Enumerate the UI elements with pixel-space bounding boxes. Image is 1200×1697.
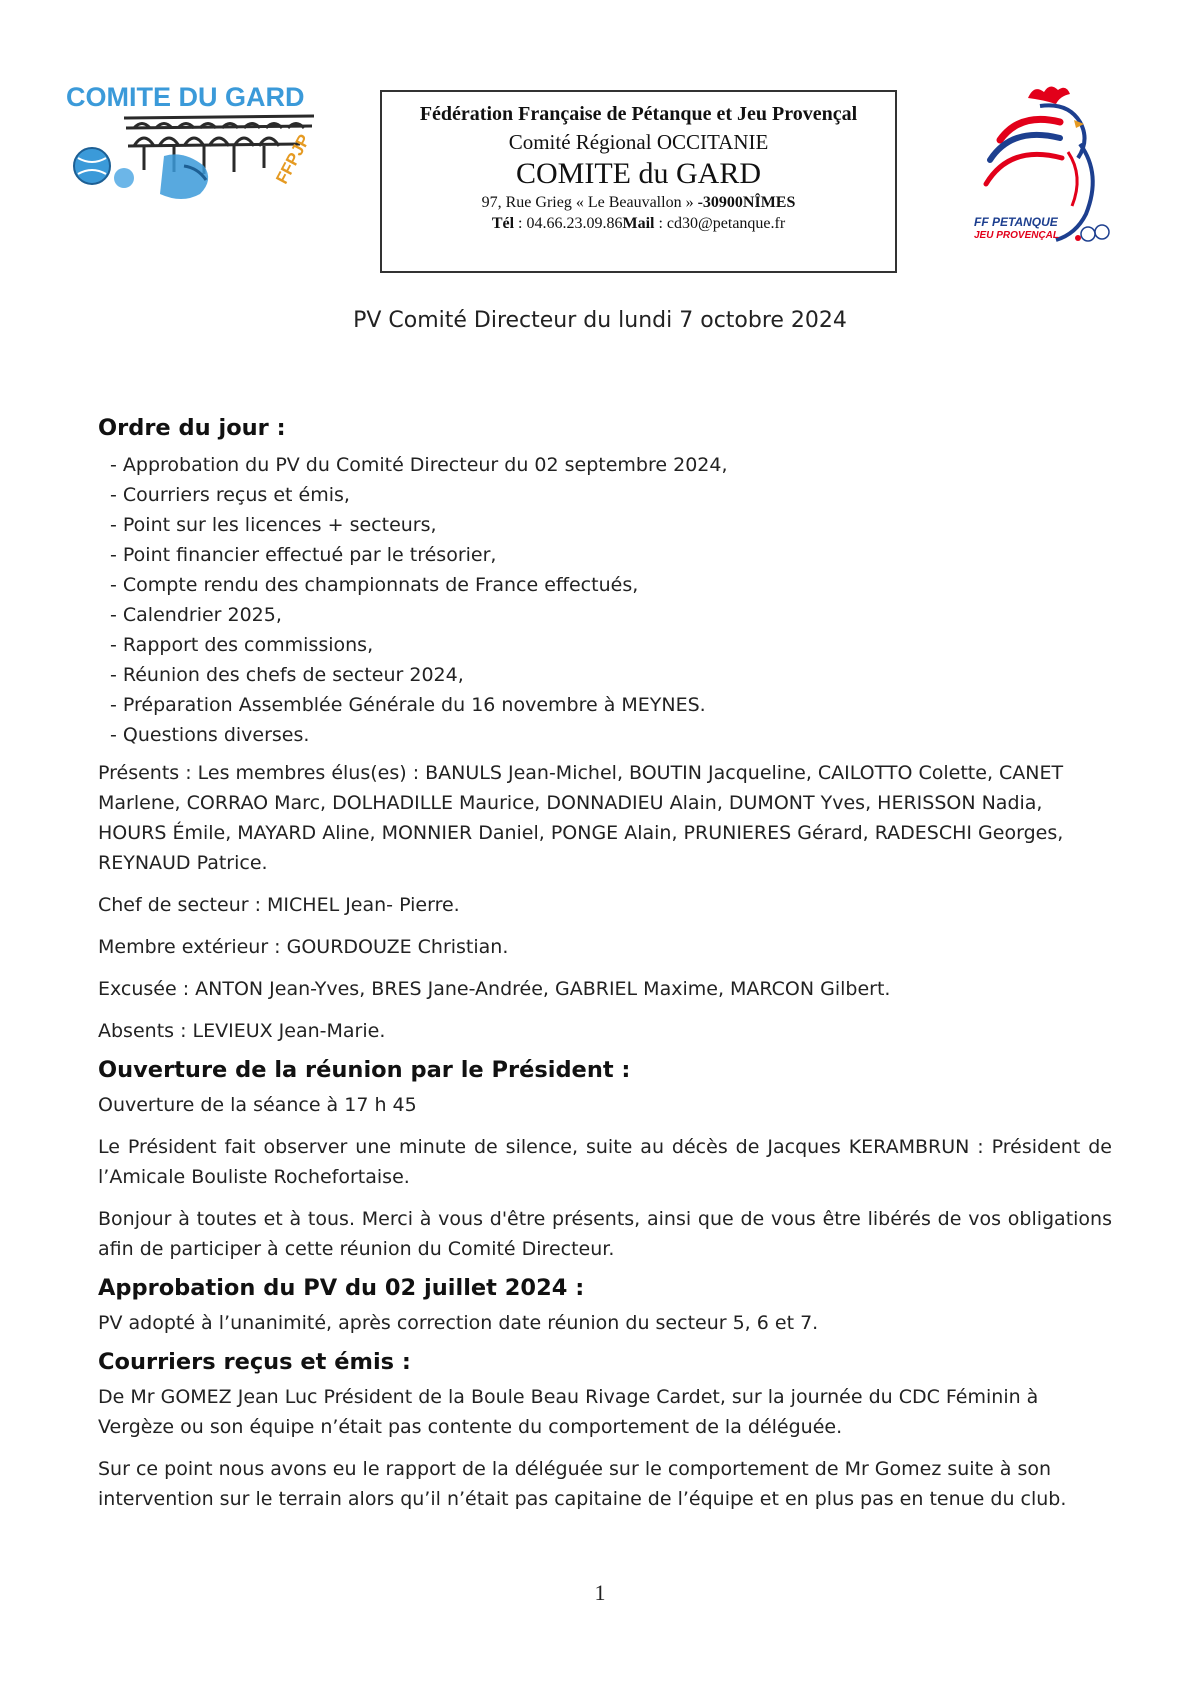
- ff-logo-line2: JEU PROVENÇAL: [974, 230, 1060, 241]
- agenda-item: - Rapport des commissions,: [110, 634, 374, 656]
- comite-du-gard-logo-graphic: [64, 86, 340, 206]
- ff-logo-line1: FF PETANQUE: [974, 215, 1058, 229]
- mail-paragraph-2: Sur ce point nous avons eu le rapport de la déléguée sur le comportement de Mr Gomez suite à son intervention sur le terrain alors qu’il n’était pas capitaine de l’équipe et en plus pas en tenue du club.: [98, 1458, 1067, 1510]
- agenda-item: - Approbation du PV du Comité Directeur du 02 septembre 2024,: [110, 454, 728, 476]
- tel-label: Tél: [491, 215, 515, 232]
- agenda-item: - Compte rendu des championnats de France effectués,: [110, 574, 639, 596]
- agenda-item: - Réunion des chefs de secteur 2024,: [110, 664, 464, 686]
- logo-left-text: COMITÉ DU GARD: [66, 86, 305, 112]
- mail-label: Mail: [622, 215, 655, 232]
- approval-heading: Approbation du PV du 02 juillet 2024 :: [98, 1275, 585, 1301]
- attendees-present: Présents : Les membres élus(es) : BANULS Jean-Michel, BOUTIN Jacqueline, CAILOTTO Colette, CANET Marlene, CORRAO Marc, DOLHADILLE Maurice, DONNADIEU Alain, DUMONT Yves, HERISSON Nadia, HOURS Émile, MAYARD Aline, MONNIER Daniel, PONGE Alain, PRUNIERES Gérard, RADESCHI Georges, REYNAUD Patrice.: [98, 762, 1064, 874]
- ff-petanque-logo: [970, 80, 1120, 245]
- regional-committee: Comité Régional OCCITANIE: [508, 130, 769, 154]
- opening-tribute: Le Président fait observer une minute de silence, suite au décès de Jacques KERAMBRUN : Président de l’Amicale Bouliste Rochefortaise.: [98, 1136, 1112, 1188]
- absent-members: Absents : LEVIEUX Jean-Marie.: [98, 1020, 386, 1042]
- sector-chief: Chef de secteur : MICHEL Jean- Pierre.: [98, 894, 460, 916]
- agenda-item: - Questions diverses.: [110, 724, 310, 746]
- excused-members: Excusée : ANTON Jean-Yves, BRES Jane-Andrée, GABRIEL Maxime, MARCON Gilbert.: [98, 978, 891, 1000]
- agenda-item: - Point sur les licences + secteurs,: [110, 514, 437, 536]
- agenda-item: - Courriers reçus et émis,: [110, 484, 350, 506]
- address-line: [382, 192, 895, 213]
- approval-text: PV adopté à l’unanimité, après correction date réunion du secteur 5, 6 et 7.: [98, 1312, 819, 1334]
- opening-heading: Ouverture de la réunion par le Président :: [98, 1057, 631, 1083]
- mail-heading: Courriers reçus et émis :: [98, 1349, 411, 1375]
- external-member: Membre extérieur : GOURDOUZE Christian.: [98, 936, 509, 958]
- contact-line: [382, 213, 895, 234]
- agenda-list: [110, 450, 1112, 750]
- opening-time: Ouverture de la séance à 17 h 45: [98, 1094, 417, 1116]
- federation-header-box: [380, 90, 897, 273]
- agenda-heading: Ordre du jour :: [98, 415, 286, 441]
- ff-petanque-rooster-icon: [970, 80, 1120, 245]
- document-body: [98, 408, 1112, 1526]
- address-street: 97, Rue Grieg « Le Beauvallon »: [481, 194, 698, 211]
- document-title: PV Comité Directeur du lundi 7 octobre 2024: [353, 308, 847, 333]
- comite-du-gard-logo: [64, 86, 340, 206]
- departmental-committee: COMITE du GARD: [516, 157, 761, 190]
- mail-paragraph-1: De Mr GOMEZ Jean Luc Président de la Boule Beau Rivage Cardet, sur la journée du CDC Féminin à Vergèze ou son équipe n’était pas contente du comportement de la déléguée.: [98, 1386, 1039, 1438]
- logo-left-subtext: FFPJP: [272, 131, 314, 187]
- opening-greeting: Bonjour à toutes et à tous. Merci à vous d'être présents, ainsi que de vous être libérés de vos obligations afin de participer à cette réunion du Comité Directeur.: [98, 1208, 1112, 1260]
- address-city: -30900NÎMES: [697, 194, 796, 211]
- federation-name: Fédération Française de Pétanque et Jeu Provençal: [419, 103, 858, 125]
- agenda-item: - Point financier effectué par le trésorier,: [110, 544, 497, 566]
- mail-value: : cd30@petanque.fr: [654, 215, 786, 232]
- agenda-item: - Calendrier 2025,: [110, 604, 282, 626]
- page-number: 1: [594, 1580, 606, 1605]
- tel-value: : 04.66.23.09.86: [514, 215, 623, 232]
- agenda-item: - Préparation Assemblée Générale du 16 novembre à MEYNES.: [110, 694, 706, 716]
